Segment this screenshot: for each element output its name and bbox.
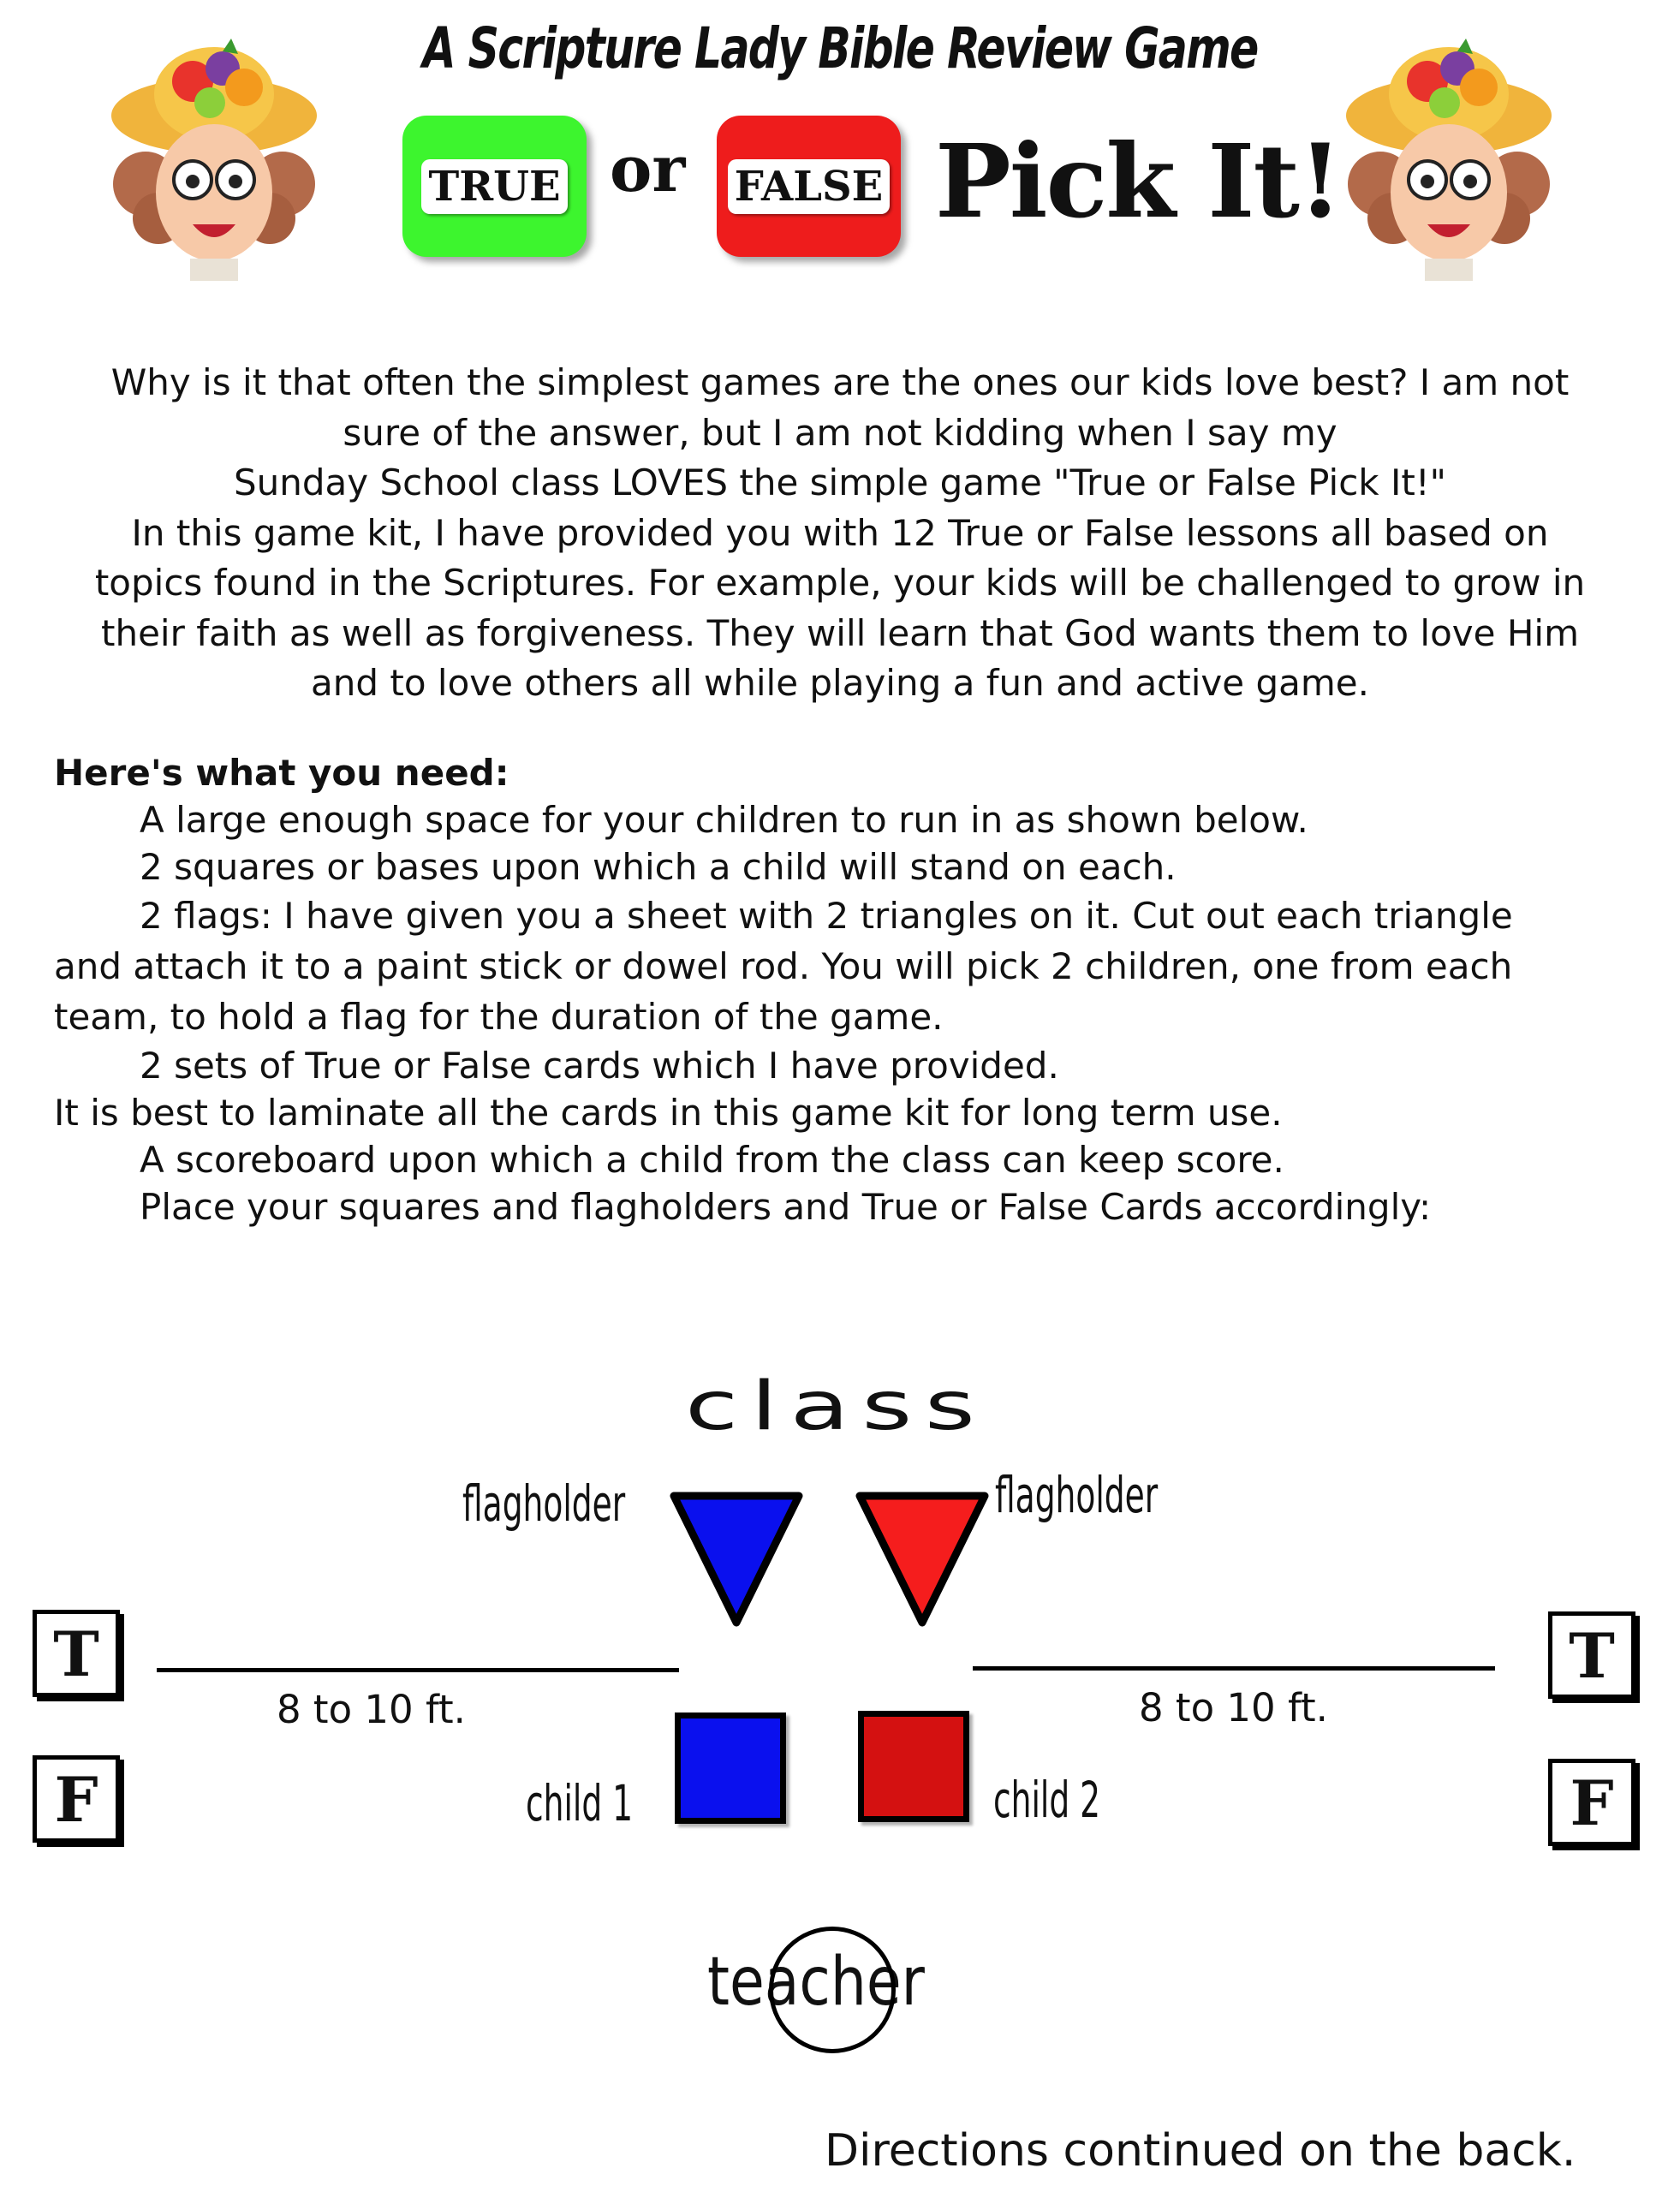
intro-line: their faith as well as forgiveness. They will learn that God wants them to love Him: [101, 611, 1579, 654]
materials-section: [54, 749, 1647, 1230]
class-label: class: [685, 1368, 988, 1445]
material-line: and attach it to a paint stick or dowel rod. You will pick 2 children, one from each: [54, 945, 1513, 987]
intro-line: Why is it that often the simplest games are the ones our kids love best? I am not: [110, 361, 1570, 403]
flagholder-left-label: flagholder: [462, 1474, 626, 1533]
scripture-lady-mascot-right: [1329, 34, 1569, 283]
material-item: A scoreboard upon which a child from the class can keep score.: [140, 1139, 1284, 1181]
intro-paragraph: [51, 358, 1629, 709]
true-label: TRUE: [421, 159, 567, 214]
false-card-left: F: [33, 1755, 120, 1843]
distance-label-right: 8 to 10 ft.: [1139, 1685, 1328, 1730]
false-badge: [717, 116, 901, 257]
teacher-label: teacher: [707, 1944, 925, 2021]
true-badge: [402, 116, 587, 257]
pick-it-heading: Pick It!: [935, 122, 1341, 241]
intro-line: sure of the answer, but I am not kidding when I say my: [343, 411, 1337, 454]
flagholder-right-label: flagholder: [995, 1466, 1159, 1524]
teacher-position-circle: [769, 1927, 896, 2053]
red-flag-triangle: [849, 1486, 995, 1631]
blue-base-square: [675, 1712, 786, 1824]
footer-note: Directions continued on the back.: [825, 2125, 1576, 2177]
true-card-right: T: [1548, 1611, 1635, 1699]
intro-line: topics found in the Scriptures. For example, your kids will be challenged to grow in: [94, 562, 1586, 604]
distance-label-left: 8 to 10 ft.: [277, 1687, 466, 1732]
false-label: FALSE: [728, 159, 891, 214]
child-2-label: child 2: [993, 1771, 1101, 1829]
scripture-lady-mascot-left: [94, 34, 334, 283]
game-title: A Scripture Lady Bible Review Game: [422, 15, 1258, 81]
red-base-square: [858, 1711, 969, 1822]
material-item: Place your squares and flagholders and True or False Cards accordingly:: [140, 1186, 1432, 1228]
material-item: 2 squares or bases upon which a child will stand on each.: [140, 846, 1177, 888]
intro-line: and to love others all while playing a fun and active game.: [311, 662, 1369, 704]
material-item: A large enough space for your children to run in as shown below.: [140, 799, 1308, 841]
false-card-right: F: [1548, 1759, 1635, 1846]
distance-line-left: [157, 1668, 679, 1672]
material-item: 2 sets of True or False cards which I have provided.: [140, 1045, 1059, 1087]
distance-line-right: [973, 1666, 1495, 1671]
intro-line: Sunday School class LOVES the simple game "True or False Pick It!": [234, 462, 1446, 503]
true-card-left: T: [33, 1610, 120, 1697]
blue-flag-triangle: [664, 1486, 809, 1631]
material-line: team, to hold a flag for the duration of the game.: [54, 996, 944, 1038]
materials-heading: Here's what you need:: [54, 752, 509, 794]
or-word: or: [610, 133, 686, 206]
child-1-label: child 1: [526, 1774, 634, 1832]
material-item-flags: [54, 890, 1647, 1042]
material-line: 2 flags: I have given you a sheet with 2 triangles on it. Cut out each triangle: [140, 895, 1513, 937]
laminate-note: It is best to laminate all the cards in this game kit for long term use.: [54, 1092, 1283, 1134]
intro-line: In this game kit, I have provided you with 12 True or False lessons all based on: [131, 511, 1549, 554]
